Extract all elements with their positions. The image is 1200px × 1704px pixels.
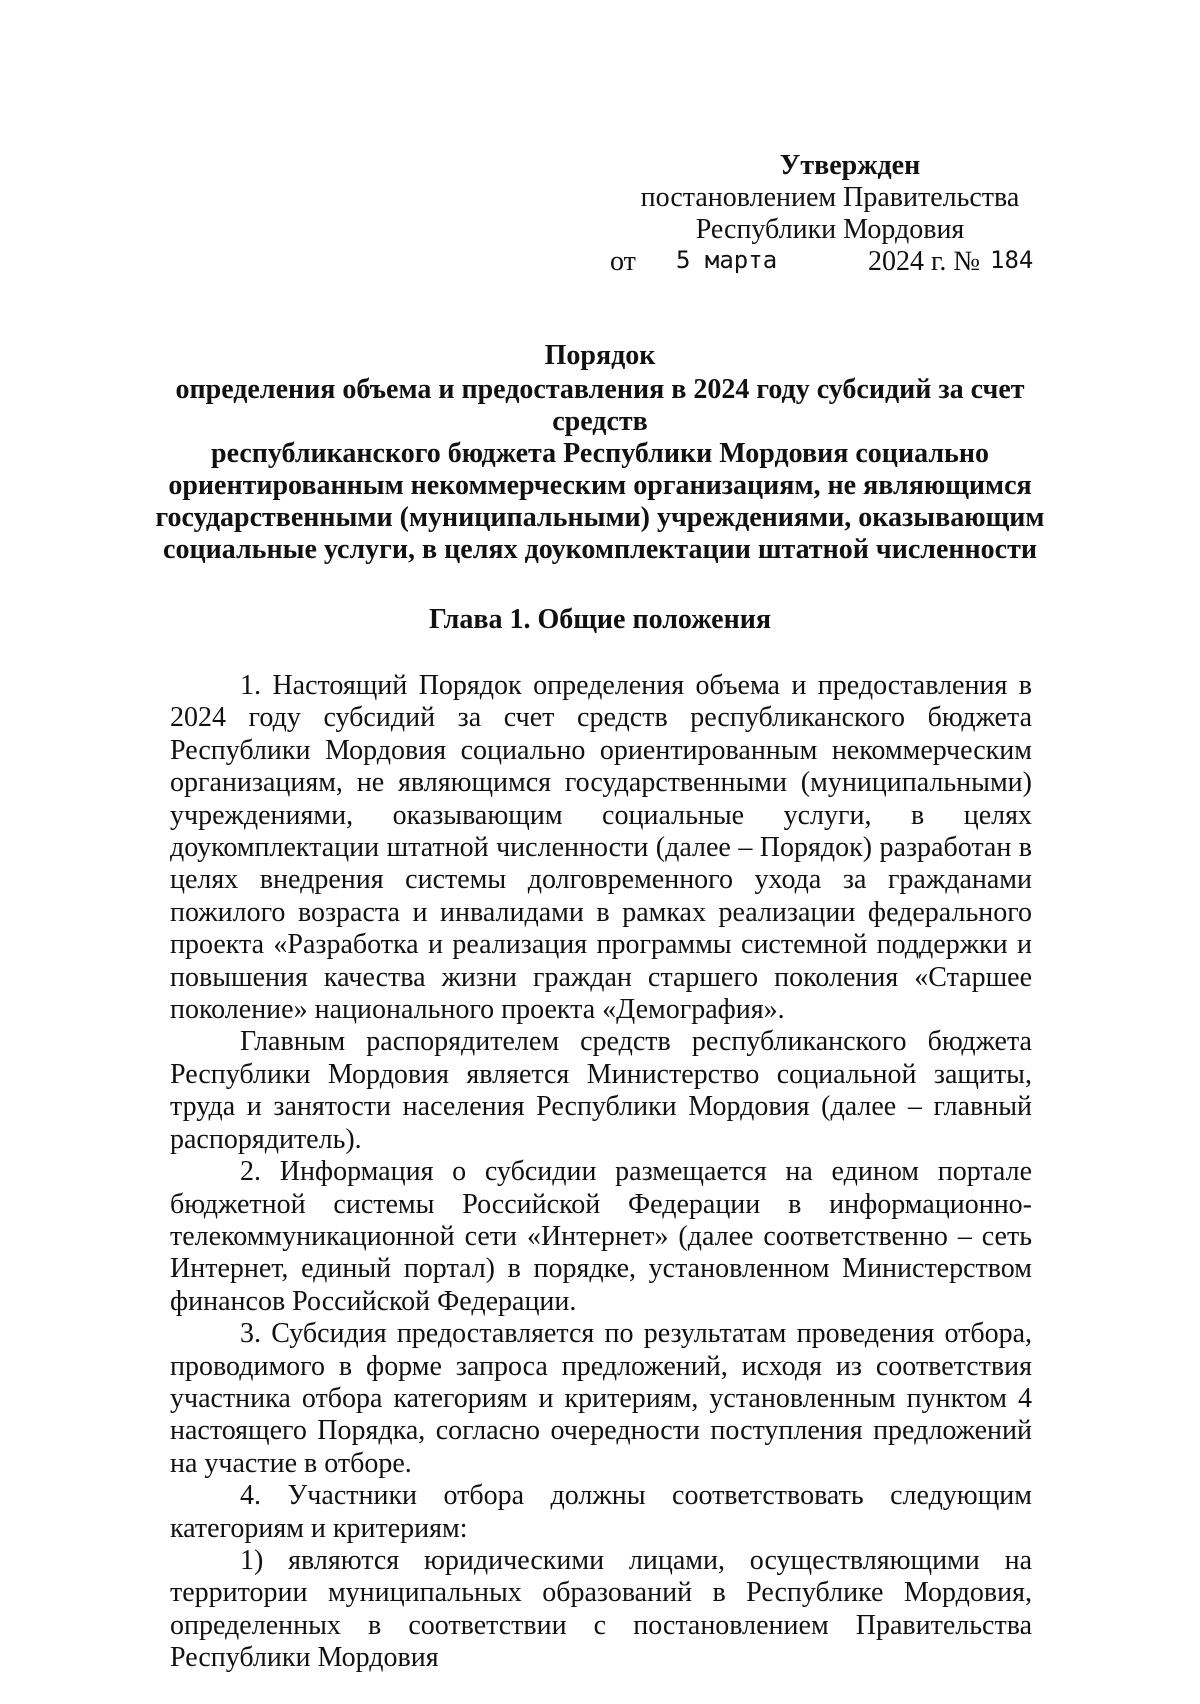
approval-date-line [610, 246, 1040, 280]
paragraph: 2. Информация о субсидии размещается на едином портале бюджетной системы Российской Федерации в информационно-телекоммуникационной сети «Интернет» (далее соответственно – сеть Интернет, единый портал) в порядке, установленном Министерством финансов Российской Федерации. [170, 1156, 1032, 1317]
approval-number: 184 [990, 246, 1034, 274]
title-heading: Порядок [544, 340, 656, 371]
document-body [170, 670, 1032, 1675]
paragraph: Главным распорядителем средств республиканского бюджета Республики Мордовия является Министерство социальной защиты, труда и занятости населения Республики Мордовия (далее – главный распорядитель). [170, 1026, 1032, 1155]
title-line: государственными (муниципальными) учреждениями, оказывающим [155, 502, 1045, 533]
document-title [150, 340, 1050, 566]
approval-block [610, 150, 1040, 280]
approval-date-prefix: от [610, 246, 636, 277]
paragraph: 1) являются юридическими лицами, осуществляющими на территории муниципальных образований в Республике Мордовия, определенных в соответствии с постановлением Правительства Республики Мордовия [170, 1544, 1032, 1674]
approval-year: 2024 г. № [868, 246, 981, 277]
chapter-heading: Глава 1. Общие положения [428, 604, 771, 635]
paragraph: 4. Участники отбора должны соответствовать следующим категориям и критериям: [170, 1480, 1032, 1544]
paragraph: 3. Субсидия предоставляется по результатам проведения отбора, проводимого в форме запроса предложений, исходя из соответствия участника отбора категориям и критериям, установленным пунктом 4 настоящего Порядка, согласно очередности поступления предложений на участие в отборе. [170, 1318, 1032, 1479]
approval-date: 5 марта [676, 246, 778, 274]
approval-line-2: Республики Мордовия [695, 214, 965, 245]
paragraph: 1. Настоящий Порядок определения объема и предоставления в 2024 году субсидий за счет средств республиканского бюджета Республики Мордовия социально ориентированным некоммерческим организациям, не являющимся государственными (муниципальными) учреждениями, оказывающим социальные услуги, в целях доукомплектации штатной численности (далее – Порядок) разработан в целях внедрения системы долговременного ухода за гражданами пожилого возраста и инвалидами в рамках реализации федерального проекта «Разработка и реализация программы системной поддержки и повышения качества жизни граждан старшего поколения «Старшее поколение» национального проекта «Демография». [170, 670, 1032, 1026]
approval-line-1: постановлением Правительства [640, 182, 1020, 213]
title-line: определения объема и предоставления в 2024 году субсидий за счет средств [175, 374, 1025, 437]
approval-heading: Утвержден [779, 150, 921, 181]
title-line: ориентированным некоммерческим организациям, не являющимся [168, 470, 1032, 501]
title-line: социальные услуги, в целях доукомплектации штатной численности [163, 534, 1037, 565]
title-line: республиканского бюджета Республики Мордовия социально [211, 438, 989, 469]
